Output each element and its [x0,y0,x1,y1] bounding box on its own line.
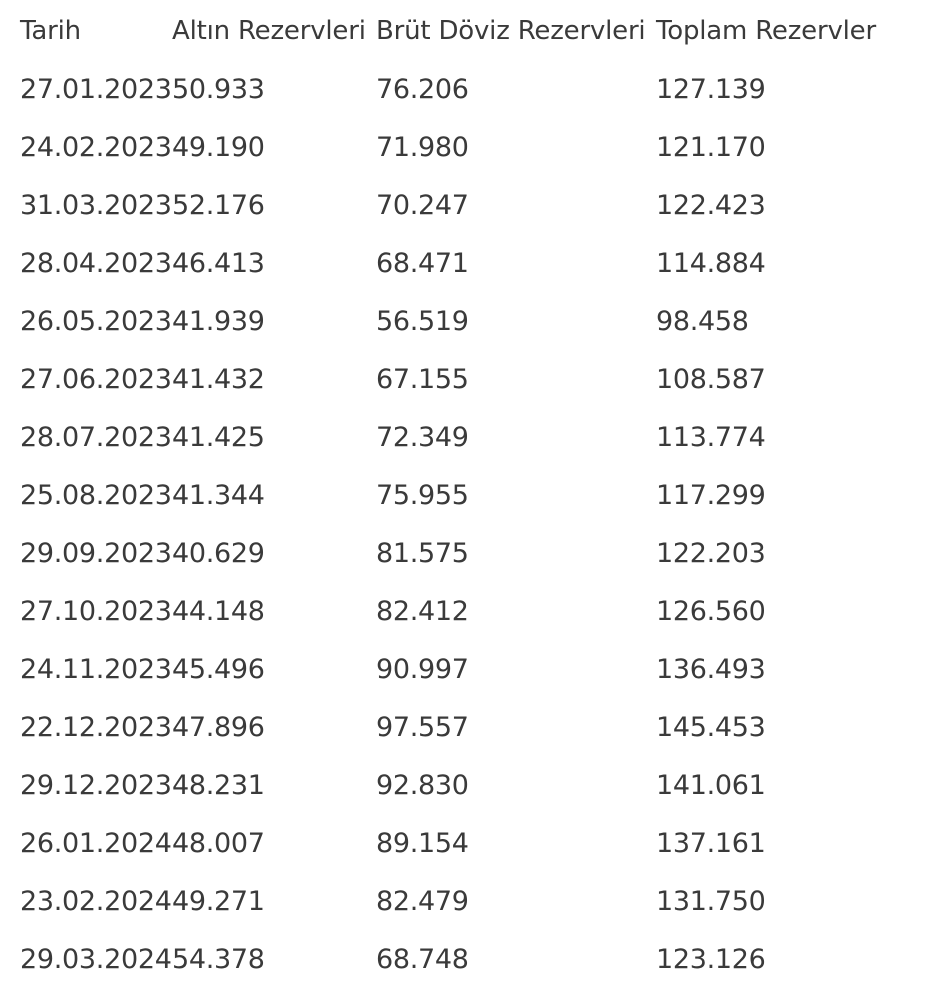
table-row [20,640,916,698]
table-row [20,930,916,988]
table-row [20,60,916,118]
cell-date: 26.05.2023 [20,305,172,337]
table-row [20,814,916,872]
cell-gold-reserves: 48.007 [172,827,265,859]
cell-gold-reserves: 47.896 [172,711,265,743]
cell-date: 23.02.2024 [20,885,172,917]
cell-gross-fx-reserves: 90.997 [376,653,469,685]
table-row [20,698,916,756]
cell-date: 24.02.2023 [20,131,172,163]
header-gross-fx-reserves: Brüt Döviz Rezervleri [376,16,646,46]
cell-date: 24.11.2023 [20,653,172,685]
header-date: Tarih [20,16,81,46]
table-row [20,756,916,814]
cell-total-reserves: 123.126 [656,943,766,975]
cell-date: 28.04.2023 [20,247,172,279]
cell-gold-reserves: 46.413 [172,247,265,279]
cell-gross-fx-reserves: 82.412 [376,595,469,627]
cell-total-reserves: 136.493 [656,653,766,685]
cell-date: 29.09.2023 [20,537,172,569]
cell-gross-fx-reserves: 75.955 [376,479,469,511]
cell-gross-fx-reserves: 72.349 [376,421,469,453]
table-row [20,176,916,234]
cell-date: 26.01.2024 [20,827,172,859]
cell-total-reserves: 122.203 [656,537,766,569]
cell-gross-fx-reserves: 97.557 [376,711,469,743]
table-row [20,582,916,640]
cell-total-reserves: 114.884 [656,247,766,279]
header-total-reserves: Toplam Rezervler [656,16,876,46]
cell-date: 28.07.2023 [20,421,172,453]
cell-gold-reserves: 45.496 [172,653,265,685]
cell-gross-fx-reserves: 92.830 [376,769,469,801]
cell-date: 29.12.2023 [20,769,172,801]
table-row [20,466,916,524]
cell-date: 27.06.2023 [20,363,172,395]
table-row [20,872,916,930]
table-row [20,118,916,176]
cell-gross-fx-reserves: 71.980 [376,131,469,163]
cell-date: 31.03.2023 [20,189,172,221]
cell-gold-reserves: 41.425 [172,421,265,453]
cell-date: 27.01.2023 [20,73,172,105]
table-row [20,524,916,582]
cell-gross-fx-reserves: 70.247 [376,189,469,221]
cell-gross-fx-reserves: 81.575 [376,537,469,569]
table-row [20,234,916,292]
table-row [20,292,916,350]
cell-total-reserves: 117.299 [656,479,766,511]
cell-gold-reserves: 49.190 [172,131,265,163]
cell-gross-fx-reserves: 68.748 [376,943,469,975]
cell-date: 25.08.2023 [20,479,172,511]
cell-total-reserves: 127.139 [656,73,766,105]
cell-total-reserves: 122.423 [656,189,766,221]
header-gold-reserves: Altın Rezervleri [172,16,366,46]
cell-gold-reserves: 52.176 [172,189,265,221]
cell-gross-fx-reserves: 82.479 [376,885,469,917]
cell-gross-fx-reserves: 89.154 [376,827,469,859]
cell-gold-reserves: 54.378 [172,943,265,975]
cell-total-reserves: 141.061 [656,769,766,801]
table-body [20,60,916,988]
cell-gold-reserves: 40.629 [172,537,265,569]
cell-gross-fx-reserves: 68.471 [376,247,469,279]
cell-total-reserves: 145.453 [656,711,766,743]
cell-date: 29.03.2024 [20,943,172,975]
cell-gold-reserves: 41.939 [172,305,265,337]
cell-date: 22.12.2023 [20,711,172,743]
cell-gold-reserves: 44.148 [172,595,265,627]
reserves-table [20,2,916,988]
table-header-row [20,2,916,60]
cell-date: 27.10.2023 [20,595,172,627]
cell-gold-reserves: 41.432 [172,363,265,395]
table-row [20,350,916,408]
cell-total-reserves: 113.774 [656,421,766,453]
cell-total-reserves: 98.458 [656,305,749,337]
cell-total-reserves: 121.170 [656,131,766,163]
cell-total-reserves: 131.750 [656,885,766,917]
cell-total-reserves: 126.560 [656,595,766,627]
table-row [20,408,916,466]
cell-total-reserves: 137.161 [656,827,766,859]
cell-gold-reserves: 48.231 [172,769,265,801]
cell-gold-reserves: 50.933 [172,73,265,105]
cell-gross-fx-reserves: 76.206 [376,73,469,105]
cell-gross-fx-reserves: 56.519 [376,305,469,337]
cell-gold-reserves: 41.344 [172,479,265,511]
cell-total-reserves: 108.587 [656,363,766,395]
cell-gold-reserves: 49.271 [172,885,265,917]
cell-gross-fx-reserves: 67.155 [376,363,469,395]
